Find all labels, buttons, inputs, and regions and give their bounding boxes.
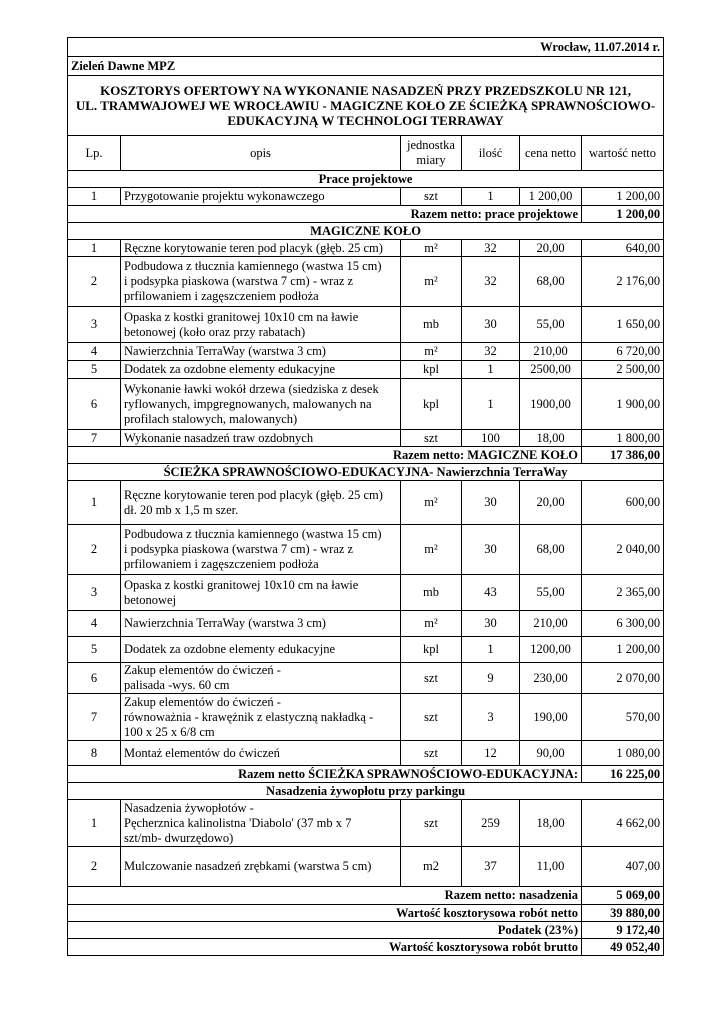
opis-line: betonowej bbox=[124, 592, 177, 607]
opis-line: Nawierzchnia TerraWay (warstwa 3 cm) bbox=[124, 344, 326, 358]
subtotal-row bbox=[68, 887, 664, 905]
subtotal-label: Razem netto: nasadzenia bbox=[68, 887, 582, 905]
cell-lp: 1 bbox=[68, 800, 121, 847]
cell-wartosc: 1 800,00 bbox=[582, 430, 664, 447]
table-row bbox=[68, 430, 664, 447]
cell-cena: 1200,00 bbox=[520, 637, 582, 663]
opis-line: Mulczowanie nasadzeń zrębkami (warstwa 5 cm) bbox=[124, 859, 372, 873]
cell-cena: 90,00 bbox=[520, 741, 582, 766]
opis-line: Dodatek za ozdobne elementy edukacyjne bbox=[124, 362, 336, 376]
opis-line: betonowej (koło oraz przy rabatach) bbox=[124, 324, 306, 339]
cell-opis bbox=[121, 637, 401, 663]
cell-opis bbox=[121, 307, 401, 343]
table-row bbox=[68, 379, 664, 430]
cell-ilosc: 32 bbox=[462, 343, 520, 361]
cell-cena: 20,00 bbox=[520, 481, 582, 525]
col-jm-line: jednostka bbox=[407, 138, 455, 152]
opis-line: Ręczne korytowanie teren pod placyk (głęb. 25 cm) bbox=[124, 240, 383, 255]
cell-jm: m² bbox=[401, 481, 462, 525]
section-title: ŚCIEŻKA SPRAWNOŚCIOWO-EDUKACYJNA- Nawierzchnia TerraWay bbox=[68, 464, 664, 481]
opis-line: Opaska z kostki granitowej 10x10 cm na ławie bbox=[124, 309, 359, 324]
cell-opis bbox=[121, 379, 401, 430]
title-line: KOSZTORYS OFERTOWY NA WYKONANIE NASADZEŃ PRZY PRZEDSZKOLU NR 121, bbox=[100, 83, 631, 98]
cell-cena: 55,00 bbox=[520, 575, 582, 611]
cell-lp: 3 bbox=[68, 575, 121, 611]
cell-ilosc: 30 bbox=[462, 525, 520, 575]
cell-opis bbox=[121, 694, 401, 741]
cell-opis bbox=[121, 575, 401, 611]
cell-opis bbox=[121, 800, 401, 847]
cell-jm: kpl bbox=[401, 361, 462, 379]
table-row bbox=[68, 481, 664, 525]
total-value: 49 052,40 bbox=[582, 939, 664, 956]
cell-wartosc: 1 900,00 bbox=[582, 379, 664, 430]
cell-jm: m² bbox=[401, 257, 462, 307]
cell-ilosc: 43 bbox=[462, 575, 520, 611]
cell-ilosc: 1 bbox=[462, 361, 520, 379]
subtotal-label: Razem netto ŚCIEŻKA SPRAWNOŚCIOWO-EDUKACYJNA: bbox=[68, 766, 582, 783]
cell-wartosc: 570,00 bbox=[582, 694, 664, 741]
table-row bbox=[68, 240, 664, 257]
section-title: MAGICZNE KOŁO bbox=[68, 223, 664, 240]
cell-jm: m² bbox=[401, 525, 462, 575]
col-ilosc-header: ilość bbox=[462, 136, 520, 171]
cell-cena: 68,00 bbox=[520, 257, 582, 307]
cell-ilosc: 32 bbox=[462, 240, 520, 257]
cell-jm: mb bbox=[401, 307, 462, 343]
cell-opis bbox=[121, 741, 401, 766]
cell-opis bbox=[121, 240, 401, 257]
cell-lp: 5 bbox=[68, 637, 121, 663]
opis-line: palisada -wys. 60 cm bbox=[124, 678, 230, 692]
opis-line: Opaska z kostki granitowej 10x10 cm na ławie bbox=[124, 577, 359, 592]
cell-opis bbox=[121, 525, 401, 575]
cell-opis bbox=[121, 343, 401, 361]
cell-ilosc: 32 bbox=[462, 257, 520, 307]
total-label: Wartość kosztorysowa robót netto bbox=[68, 905, 582, 922]
subtotal-label: Razem netto: MAGICZNE KOŁO bbox=[68, 447, 582, 464]
cell-lp: 7 bbox=[68, 694, 121, 741]
cell-lp: 1 bbox=[68, 481, 121, 525]
col-wartosc-header: wartość netto bbox=[582, 136, 664, 171]
opis-line: dł. 20 mb x 1,5 m szer. bbox=[124, 502, 239, 517]
cell-ilosc: 259 bbox=[462, 800, 520, 847]
opis-line: Podbudowa z tłucznia kamiennego (wastwa 15 cm) bbox=[124, 259, 382, 273]
table-row bbox=[68, 637, 664, 663]
total-label: Podatek (23%) bbox=[68, 922, 582, 939]
section-header-row bbox=[68, 464, 664, 481]
subtotal-row bbox=[68, 766, 664, 783]
opis-line: Zakup elementów do ćwiczeń - bbox=[124, 663, 281, 677]
cell-cena: 68,00 bbox=[520, 525, 582, 575]
opis-line: szt/mb- dwurzędowo) bbox=[124, 830, 234, 845]
cell-cena: 11,00 bbox=[520, 847, 582, 887]
subtotal-value: 17 386,00 bbox=[582, 447, 664, 464]
cell-cena: 230,00 bbox=[520, 663, 582, 694]
cell-cena: 210,00 bbox=[520, 611, 582, 637]
cell-lp: 2 bbox=[68, 525, 121, 575]
company-name: Zieleń Dawne MPZ bbox=[68, 57, 664, 76]
opis-line: Nasadzenia żywopłotów - bbox=[124, 800, 254, 815]
cell-opis bbox=[121, 257, 401, 307]
total-row bbox=[68, 905, 664, 922]
cell-jm: szt bbox=[401, 800, 462, 847]
table-row bbox=[68, 800, 664, 847]
cell-cena: 210,00 bbox=[520, 343, 582, 361]
cell-ilosc: 3 bbox=[462, 694, 520, 741]
cell-wartosc: 1 650,00 bbox=[582, 307, 664, 343]
column-header-row bbox=[68, 136, 664, 171]
total-value: 9 172,40 bbox=[582, 922, 664, 939]
table-row bbox=[68, 343, 664, 361]
total-value: 39 880,00 bbox=[582, 905, 664, 922]
cell-cena: 190,00 bbox=[520, 694, 582, 741]
cell-cena: 18,00 bbox=[520, 430, 582, 447]
cell-wartosc: 2 365,00 bbox=[582, 575, 664, 611]
cell-jm: szt bbox=[401, 663, 462, 694]
cell-jm: mb bbox=[401, 575, 462, 611]
opis-line: Montaż elementów do ćwiczeń bbox=[124, 745, 280, 760]
cell-wartosc: 6 300,00 bbox=[582, 611, 664, 637]
opis-line: ryflowanych, impgregnowanych, malowanych na bbox=[124, 396, 372, 411]
section-title: Nasadzenia żywopłotu przy parkingu bbox=[68, 783, 664, 800]
document-title bbox=[68, 76, 664, 136]
cell-wartosc: 640,00 bbox=[582, 240, 664, 257]
cell-ilosc: 30 bbox=[462, 611, 520, 637]
opis-line: Wykonanie nasadzeń traw ozdobnych bbox=[124, 430, 314, 445]
table-row bbox=[68, 847, 664, 887]
col-jm-header bbox=[401, 136, 462, 171]
subtotal-value: 5 069,00 bbox=[582, 887, 664, 905]
opis-line: Pęcherznica kalinolistna 'Diabolo' (37 mb x 7 bbox=[124, 815, 352, 830]
opis-line: Wykonanie ławki wokół drzewa (siedziska z desek bbox=[124, 381, 379, 396]
cell-ilosc: 12 bbox=[462, 741, 520, 766]
cell-wartosc: 407,00 bbox=[582, 847, 664, 887]
opis-line: prfilowaniem i zagęszczeniem podłoża bbox=[124, 289, 319, 303]
section-title: Prace projektowe bbox=[68, 171, 664, 188]
cell-opis bbox=[121, 847, 401, 887]
cell-lp: 6 bbox=[68, 379, 121, 430]
title-line: EDUKACYJNĄ W TECHNOLOGI TERRAWAY bbox=[227, 113, 504, 128]
opis-line: równoważnia - krawężnik z elastyczną nakładką - bbox=[124, 709, 374, 724]
cell-wartosc: 4 662,00 bbox=[582, 800, 664, 847]
cell-opis bbox=[121, 430, 401, 447]
cell-ilosc: 1 bbox=[462, 637, 520, 663]
cell-wartosc: 1 200,00 bbox=[582, 188, 664, 206]
table-row bbox=[68, 188, 664, 206]
section-header-row bbox=[68, 171, 664, 188]
cell-wartosc: 1 080,00 bbox=[582, 741, 664, 766]
cell-cena: 1900,00 bbox=[520, 379, 582, 430]
opis-line: Podbudowa z tłucznia kamiennego (wastwa 15 cm) bbox=[124, 527, 382, 541]
cell-lp: 8 bbox=[68, 741, 121, 766]
cell-ilosc: 37 bbox=[462, 847, 520, 887]
cell-jm: m² bbox=[401, 611, 462, 637]
table-row bbox=[68, 525, 664, 575]
cell-lp: 4 bbox=[68, 611, 121, 637]
col-cena-header: cena netto bbox=[520, 136, 582, 171]
cell-lp: 1 bbox=[68, 188, 121, 206]
table-row bbox=[68, 741, 664, 766]
col-lp-header: Lp. bbox=[68, 136, 121, 171]
cell-jm: m2 bbox=[401, 847, 462, 887]
cost-estimate-table bbox=[67, 37, 664, 956]
opis-line: 100 x 25 x 6/8 cm bbox=[124, 724, 215, 739]
cell-jm: m² bbox=[401, 343, 462, 361]
opis-line: Ręczne korytowanie teren pod placyk (głęb. 25 cm) bbox=[124, 487, 383, 502]
cell-jm: szt bbox=[401, 188, 462, 206]
cell-ilosc: 100 bbox=[462, 430, 520, 447]
cell-jm: m² bbox=[401, 240, 462, 257]
opis-line: Dodatek za ozdobne elementy edukacyjne bbox=[124, 642, 336, 656]
cell-lp: 2 bbox=[68, 847, 121, 887]
cell-lp: 7 bbox=[68, 430, 121, 447]
cell-ilosc: 1 bbox=[462, 188, 520, 206]
cell-wartosc: 2 040,00 bbox=[582, 525, 664, 575]
opis-line: Przygotowanie projektu wykonawczego bbox=[124, 189, 325, 203]
cell-jm: szt bbox=[401, 741, 462, 766]
col-jm-line: miary bbox=[416, 153, 446, 167]
title-line: UL. TRAMWAJOWEJ WE WROCŁAWIU - MAGICZNE KOŁO ZE ŚCIEŻKĄ SPRAWNOŚCIOWO- bbox=[75, 98, 656, 113]
cell-opis bbox=[121, 663, 401, 694]
opis-line: i podsypka piaskowa (warstwa 7 cm) - wraz z bbox=[124, 542, 354, 556]
total-label: Wartość kosztorysowa robót brutto bbox=[68, 939, 582, 956]
cell-jm: szt bbox=[401, 430, 462, 447]
cell-wartosc: 1 200,00 bbox=[582, 637, 664, 663]
table-row bbox=[68, 663, 664, 694]
cell-ilosc: 30 bbox=[462, 481, 520, 525]
cell-lp: 6 bbox=[68, 663, 121, 694]
table-row bbox=[68, 575, 664, 611]
cell-jm: szt bbox=[401, 694, 462, 741]
cell-cena: 18,00 bbox=[520, 800, 582, 847]
cell-wartosc: 2 500,00 bbox=[582, 361, 664, 379]
table-row bbox=[68, 307, 664, 343]
opis-line: Zakup elementów do ćwiczeń - bbox=[124, 694, 281, 709]
opis-line: profilach stalowych, malowanych) bbox=[124, 411, 298, 426]
table-row bbox=[68, 611, 664, 637]
cell-ilosc: 1 bbox=[462, 379, 520, 430]
subtotal-row bbox=[68, 206, 664, 223]
col-opis-header: opis bbox=[121, 136, 401, 171]
opis-line: i podsypka piaskowa (warstwa 7 cm) - wraz z bbox=[124, 274, 354, 288]
total-row bbox=[68, 939, 664, 956]
cell-ilosc: 9 bbox=[462, 663, 520, 694]
opis-line: prfilowaniem i zagęszczeniem podłoża bbox=[124, 557, 319, 571]
cell-wartosc: 2 070,00 bbox=[582, 663, 664, 694]
table-row bbox=[68, 257, 664, 307]
cell-lp: 3 bbox=[68, 307, 121, 343]
cell-ilosc: 30 bbox=[462, 307, 520, 343]
cell-lp: 2 bbox=[68, 257, 121, 307]
cell-wartosc: 600,00 bbox=[582, 481, 664, 525]
total-row bbox=[68, 922, 664, 939]
cell-cena: 55,00 bbox=[520, 307, 582, 343]
section-header-row bbox=[68, 223, 664, 240]
cell-opis bbox=[121, 481, 401, 525]
cell-opis bbox=[121, 611, 401, 637]
opis-line: Nawierzchnia TerraWay (warstwa 3 cm) bbox=[124, 616, 326, 630]
section-header-row bbox=[68, 783, 664, 800]
cell-cena: 2500,00 bbox=[520, 361, 582, 379]
cell-cena: 1 200,00 bbox=[520, 188, 582, 206]
subtotal-value: 1 200,00 bbox=[582, 206, 664, 223]
cell-lp: 4 bbox=[68, 343, 121, 361]
subtotal-label: Razem netto: prace projektowe bbox=[68, 206, 582, 223]
cell-opis bbox=[121, 361, 401, 379]
cell-opis bbox=[121, 188, 401, 206]
table-row bbox=[68, 361, 664, 379]
subtotal-row bbox=[68, 447, 664, 464]
cell-wartosc: 6 720,00 bbox=[582, 343, 664, 361]
table-row bbox=[68, 694, 664, 741]
cell-lp: 1 bbox=[68, 240, 121, 257]
place-date: Wrocław, 11.07.2014 r. bbox=[68, 38, 664, 57]
cell-wartosc: 2 176,00 bbox=[582, 257, 664, 307]
cell-cena: 20,00 bbox=[520, 240, 582, 257]
cell-lp: 5 bbox=[68, 361, 121, 379]
subtotal-value: 16 225,00 bbox=[582, 766, 664, 783]
cell-jm: kpl bbox=[401, 637, 462, 663]
cell-jm: kpl bbox=[401, 379, 462, 430]
